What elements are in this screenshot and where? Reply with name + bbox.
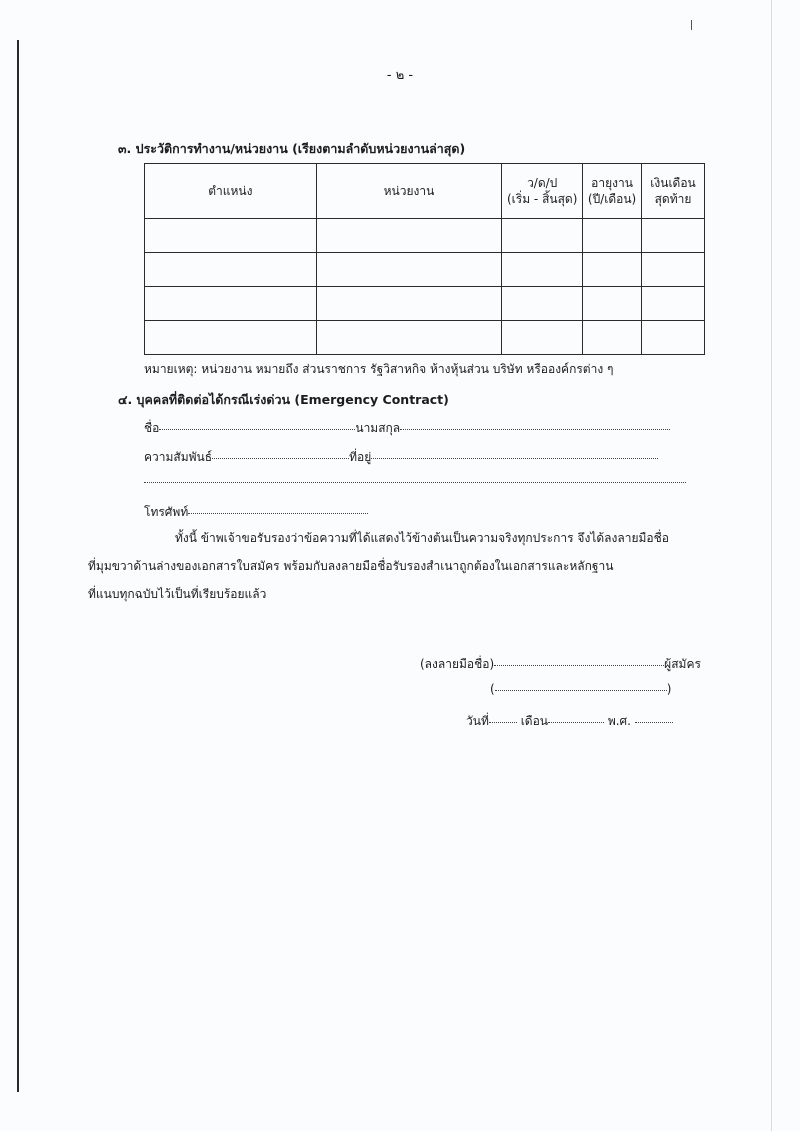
last-name-field[interactable] bbox=[400, 428, 670, 430]
day-field[interactable] bbox=[489, 721, 517, 723]
month-field[interactable] bbox=[548, 721, 604, 723]
signature-field[interactable] bbox=[494, 664, 664, 666]
page-number: - ๒ - bbox=[386, 68, 414, 83]
address-field[interactable] bbox=[371, 457, 658, 459]
close-paren: ) bbox=[666, 682, 672, 696]
cell-organization[interactable] bbox=[316, 287, 502, 321]
relationship-label: ความสัมพันธ์ bbox=[144, 450, 213, 464]
cell-tenure[interactable] bbox=[583, 253, 642, 287]
work-history-table bbox=[144, 163, 705, 355]
header-text: ว/ด/ป bbox=[527, 175, 558, 190]
cell-tenure[interactable] bbox=[583, 287, 642, 321]
cell-dates[interactable] bbox=[502, 253, 583, 287]
header-subtext: (เริ่ม - สิ้นสุด) bbox=[506, 192, 578, 206]
declaration-line-3: ที่แนบทุกฉบับไว้เป็นที่เรียบร้อยแล้ว bbox=[88, 587, 267, 601]
header-text: ตำแหน่ง bbox=[208, 183, 253, 198]
cell-dates[interactable] bbox=[502, 321, 583, 355]
cell-organization[interactable] bbox=[316, 219, 502, 253]
section-4-heading: ๔. บุคคลที่ติดต่อได้กรณีเร่งด่วน (Emergency Contract) bbox=[118, 392, 449, 407]
column-header-tenure bbox=[583, 164, 642, 219]
scan-artifact-left-edge bbox=[17, 40, 19, 1092]
first-name-field[interactable] bbox=[159, 428, 355, 430]
table-row bbox=[145, 321, 705, 355]
table-row bbox=[145, 287, 705, 321]
table-footnote: หมายเหตุ: หน่วยงาน หมายถึง ส่วนราชการ รัฐวิสาหกิจ ห้างหุ้นส่วน บริษัท หรือองค์กรต่าง ๆ bbox=[144, 362, 614, 376]
scan-artifact-right-edge bbox=[771, 0, 772, 1131]
relationship-address-row bbox=[144, 448, 686, 467]
address-line2-field[interactable] bbox=[144, 481, 686, 483]
date-line bbox=[466, 712, 673, 731]
cell-tenure[interactable] bbox=[583, 321, 642, 355]
signature-label: (ลงลายมือชื่อ) bbox=[420, 657, 495, 671]
table-header-row bbox=[145, 164, 705, 219]
declaration-text: ทั้งนี้ ข้าพเจ้าขอรับรองว่าข้อความที่ได้แสดงไว้ข้างต้นเป็นความจริงทุกประการ จึงได้ลงลายมือชื่อ bbox=[175, 531, 669, 545]
printed-name-line bbox=[490, 682, 671, 696]
cell-last-salary[interactable] bbox=[642, 219, 705, 253]
year-label: พ.ศ. bbox=[607, 714, 631, 728]
address-line2-row bbox=[144, 474, 686, 488]
column-header-organization bbox=[316, 164, 502, 219]
phone-field[interactable] bbox=[188, 512, 368, 514]
header-text: อายุงาน bbox=[591, 175, 633, 190]
open-paren: ( bbox=[490, 682, 495, 696]
cell-position[interactable] bbox=[145, 253, 317, 287]
cell-position[interactable] bbox=[145, 321, 317, 355]
column-header-last-salary bbox=[642, 164, 705, 219]
cell-dates[interactable] bbox=[502, 219, 583, 253]
table-row bbox=[145, 253, 705, 287]
address-label: ที่อยู่ bbox=[349, 450, 372, 464]
cell-position[interactable] bbox=[145, 287, 317, 321]
cell-dates[interactable] bbox=[502, 287, 583, 321]
cell-tenure[interactable] bbox=[583, 219, 642, 253]
month-label: เดือน bbox=[520, 714, 548, 728]
declaration-line-1 bbox=[88, 524, 718, 552]
phone-row bbox=[144, 503, 368, 522]
day-label: วันที่ bbox=[466, 714, 489, 728]
first-name-label: ชื่อ bbox=[144, 421, 160, 435]
cell-organization[interactable] bbox=[316, 321, 502, 355]
relationship-field[interactable] bbox=[212, 457, 349, 459]
printed-name-field[interactable] bbox=[495, 689, 667, 691]
cell-last-salary[interactable] bbox=[642, 321, 705, 355]
header-subtext: (ปี/เดือน) bbox=[587, 192, 637, 206]
column-header-dates bbox=[502, 164, 583, 219]
declaration-paragraph bbox=[88, 524, 718, 608]
year-field[interactable] bbox=[635, 721, 673, 723]
phone-label: โทรศัพท์ bbox=[144, 505, 189, 519]
section-3-heading: ๓. ประวัติการทำงาน/หน่วยงาน (เรียงตามลำดับหน่วยงานล่าสุด) bbox=[118, 141, 466, 156]
signature-line bbox=[420, 655, 701, 674]
scan-artifact-mark bbox=[691, 20, 692, 30]
cell-position[interactable] bbox=[145, 219, 317, 253]
header-text: เงินเดือน bbox=[650, 175, 696, 190]
cell-last-salary[interactable] bbox=[642, 253, 705, 287]
name-row bbox=[144, 419, 686, 438]
header-text: หน่วยงาน bbox=[383, 183, 435, 198]
cell-organization[interactable] bbox=[316, 253, 502, 287]
declaration-line-2: ที่มุมขวาด้านล่างของเอกสารใบสมัคร พร้อมกับลงลายมือชื่อรับรองสำเนาถูกต้องในเอกสารและหลักฐาน bbox=[88, 559, 614, 573]
column-header-position bbox=[145, 164, 317, 219]
header-subtext: สุดท้าย bbox=[654, 192, 692, 206]
cell-last-salary[interactable] bbox=[642, 287, 705, 321]
table-row bbox=[145, 219, 705, 253]
last-name-label: นามสกุล bbox=[355, 421, 401, 435]
applicant-label: ผู้สมัคร bbox=[664, 657, 701, 671]
